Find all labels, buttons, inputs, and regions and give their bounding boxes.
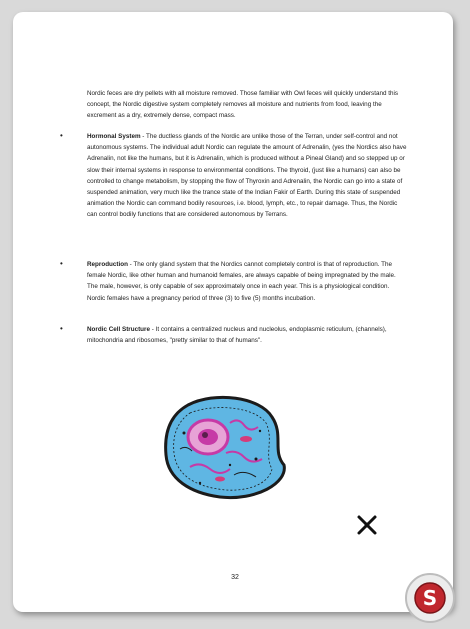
bullet-cell-structure: • bbox=[60, 324, 63, 333]
svg-text:S: S bbox=[422, 586, 438, 610]
section-cell-structure bbox=[87, 324, 407, 346]
section-heading: Nordic Cell Structure bbox=[87, 326, 150, 333]
section-body: - The ductless glands of the Nordic are unlike those of the Terran, under self-control and not autonomous systems. The individual adult Nordic can regulate the amount of Adrenalin, (yes the Nordics also have Adrenalin, not like the humans, but it is Adrenalin, which is produced without a Pineal Gland) and so stepped up or slow their internal systems in response to environmental conditions. The thyroid, (just like a humans) can also be controlled to change metabolism, by stopping the flow of Thyroxin and Adrenalin, the Nordic can go into a state of suspended animation, very much like the trance state of the Indian Fakir of Earth. During this state of suspended animation the Nordic can command bodily resources, i.e. blood, lymph, etc., to repair damage. Thus, the Nordic can control bodily functions that are considered autonomous by Terrans. bbox=[87, 133, 407, 219]
section-heading: Reproduction bbox=[87, 261, 128, 268]
bullet-reproduction: • bbox=[60, 259, 63, 268]
section-heading: Hormonal System bbox=[87, 133, 141, 140]
intro-paragraph: Nordic feces are dry pellets with all moisture removed. Those familiar with Owl feces will quickly understand this concept, the Nordic digestive system completely removes all moisture and nutrients from food, leaving the excrement as a dry, extremely dense, compact mass. bbox=[87, 90, 399, 120]
section-reproduction bbox=[87, 259, 407, 304]
cross-mark-icon bbox=[356, 514, 378, 536]
section-hormonal-system bbox=[87, 131, 407, 221]
section-body: - The only gland system that the Nordics cannot completely control is that of reproduction. The female Nordic, like other human and humanoid females, are always capable of being impregnated by the male. The male, however, is only capable of sex approximately once in each year. This is a physiological condition. Nordic females have a pregnancy period of three (3) to five (5) months incubation. bbox=[87, 261, 396, 302]
watermark-seal-logo bbox=[404, 572, 456, 624]
bullet-hormonal: • bbox=[60, 131, 63, 140]
page-number: 32 bbox=[231, 574, 239, 581]
nordic-cell-illustration bbox=[160, 393, 290, 503]
section-body: - It contains a centralized nucleus and nucleolus, endoplasmic reticulum, (channels), mitochondria and ribosomes, "pretty similar to that of humans". bbox=[87, 326, 387, 345]
